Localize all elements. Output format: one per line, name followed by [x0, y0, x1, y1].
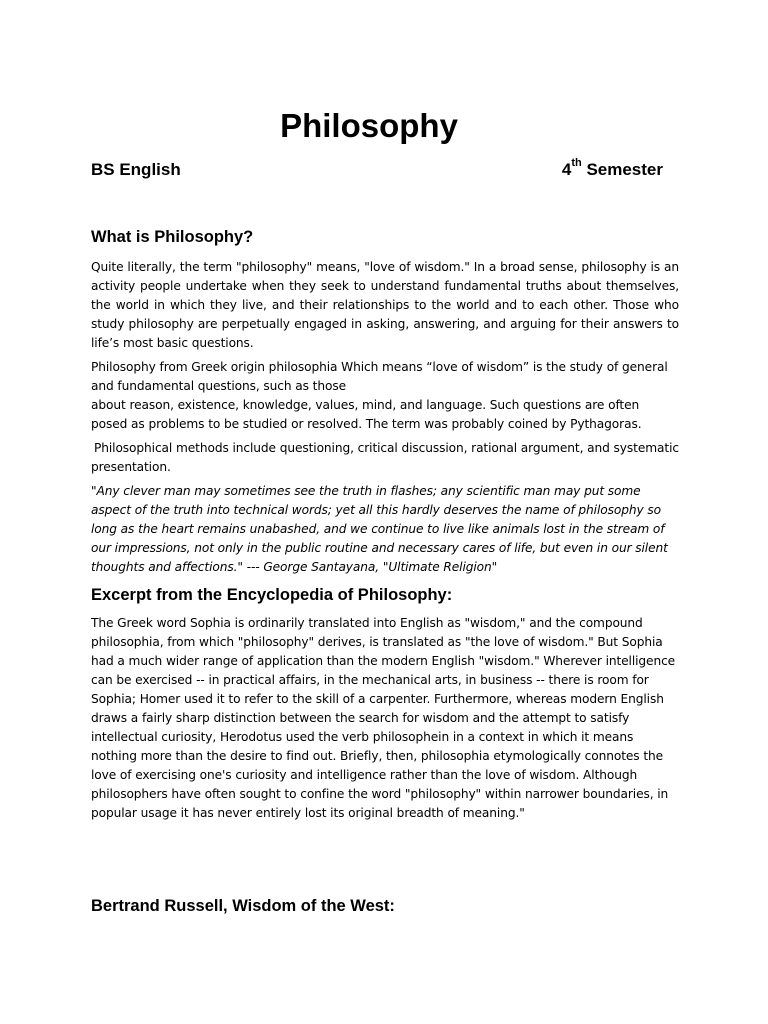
heading-what-is-philosophy: What is Philosophy? [91, 228, 254, 246]
heading-russell-wisdom-of-the-west: Bertrand Russell, Wisdom of the West: [91, 897, 395, 915]
greek-origin-line-2: about reason, existence, knowledge, values, mind, and language. Such questions are often posed as problems to be studied or resolved. The term was probably coined by Pythagoras. [91, 398, 642, 431]
course-info-row [91, 158, 663, 182]
santayana-quote: "Any clever man may sometimes see the truth in flashes; any scientific man may put some aspect of the truth into technical words; yet all this hardly deserves the name of philosophy so long as the heart remains unabashed, and we continue to live like animals lost in the stream of our impressions, not only in the public routine and necessary cares of life, but even in our silent thoughts and affections." --- George Santayana, "Ultimate Religion" [91, 484, 668, 574]
semester-label [562, 158, 663, 182]
semester-ordinal-suffix: th [571, 157, 582, 170]
document-body [91, 226, 679, 917]
paragraph-encyclopedia-excerpt: The Greek word Sophia is ordinarily translated into English as "wisdom," and the compound philosophia, from which "philosophy" derives, is translated as "the love of wisdom." But Sophia had a much wider range of application than the modern English "wisdom." Wherever intelligence can be exercised -- in practical affairs, in the mechanical arts, in business -- there is room for Sophia; Homer used it to refer to the skill of a carpenter. Furthermore, whereas modern English draws a fairly sharp distinction between the search for wisdom and the attempt to satisfy intellectual curiosity, Herodotus used the verb philosophein in a context in which it means nothing more than the desire to find out. Briefly, then, philosophia etymologically connotes the love of exercising one's curiosity and intelligence rather than the love of wisdom. Although philosophers have often sought to confine the word "philosophy" within narrower boundaries, in popular usage it has never entirely lost its original breadth of meaning." [91, 616, 676, 820]
semester-number: 4 [561, 160, 572, 179]
paragraph-definition: Quite literally, the term "philosophy" means, "love of wisdom." In a broad sense, philosophy is an activity people undertake when they seek to understand fundamental truths about themselves, the world in which they live, and their relationships to the world and to each other. Those who study philosophy are perpetually engaged in asking, answering, and arguing for their answers to life’s most basic questions. [91, 260, 679, 350]
paragraph-greek-origin [91, 358, 679, 434]
greek-origin-line-1: Philosophy from Greek origin philosophia Which means “love of wisdom” is the study of general and fundamental questions, such as those [91, 360, 668, 393]
document-title: Philosophy [280, 107, 458, 144]
course-name: BS English [91, 160, 181, 179]
heading-encyclopedia-excerpt: Excerpt from the Encyclopedia of Philosophy: [91, 586, 453, 604]
semester-text: Semester [581, 160, 663, 179]
paragraph-methods: Philosophical methods include questioning, critical discussion, rational argument, and systematic presentation. [91, 441, 679, 474]
